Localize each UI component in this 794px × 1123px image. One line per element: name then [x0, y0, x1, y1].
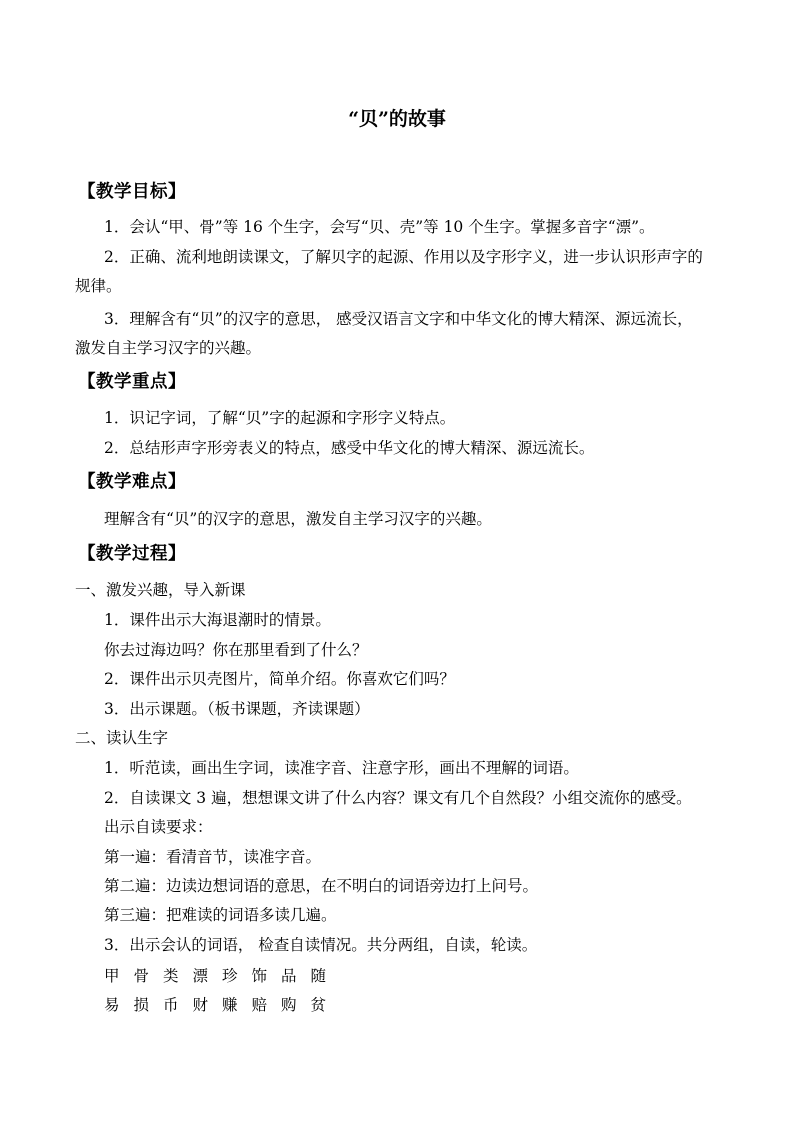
char: 甲 — [104, 967, 120, 985]
char: 随 — [310, 967, 327, 985]
process-item: 第一遍：看清音节，读准字音。 — [104, 848, 322, 866]
process-item: 2．课件出示贝壳图片，简单介绍。你喜欢它们吗？ — [104, 670, 455, 688]
char: 饰 — [251, 967, 268, 985]
char: 珍 — [222, 967, 238, 985]
goal-item-3: 3．理解含有“贝”的汉字的意思， 感受汉语言文字和中华文化的博大精深、源远流长， — [104, 310, 693, 328]
char: 漂 — [192, 967, 209, 985]
key-item-1: 1．识记字词，了解“贝”字的起源和字形字义特点。 — [104, 409, 456, 427]
section-heading-process: 【教学过程】 — [78, 544, 186, 564]
goal-item-2-cont: 规律。 — [75, 277, 122, 295]
char: 损 — [133, 996, 150, 1014]
section-heading-key: 【教学重点】 — [78, 372, 186, 392]
section-heading-goals: 【教学目标】 — [78, 182, 186, 202]
char: 购 — [281, 996, 297, 1014]
difficulty-item-1: 理解含有“贝”的汉字的意思，激发自主学习汉字的兴趣。 — [104, 510, 492, 528]
char: 币 — [163, 996, 179, 1014]
char-row-2 — [104, 993, 340, 1015]
char: 品 — [281, 967, 297, 985]
char: 贫 — [310, 996, 327, 1014]
char-row-1 — [104, 964, 340, 986]
key-item-2: 2．总结形声字形旁表义的特点，感受中华文化的博大精深、源远流长。 — [104, 439, 595, 457]
process-item: 第二遍：边读边想词语的意思，在不明白的词语旁边打上问号。 — [104, 877, 539, 895]
process-item: 1．课件出示大海退潮时的情景。 — [104, 611, 331, 629]
char: 易 — [104, 996, 120, 1014]
process-item: 3．出示课题。（板书课题，齐读课题） — [104, 700, 370, 718]
goal-item-3-cont: 激发自主学习汉字的兴趣。 — [75, 339, 262, 357]
process-item: 你去过海边吗？你在那里看到了什么？ — [104, 641, 368, 659]
char: 赔 — [251, 996, 268, 1014]
char: 骨 — [133, 967, 150, 985]
process-item: 出示自读要求： — [104, 818, 213, 836]
process-part-1-title: 一、激发兴趣，导入新课 — [75, 581, 246, 599]
process-part-2-title: 二、读认生字 — [75, 729, 169, 747]
char: 财 — [192, 996, 209, 1014]
process-item: 1．听范读，画出生字词，读准字音、注意字形，画出不理解的词语。 — [104, 759, 579, 777]
process-item: 第三遍：把难读的词语多读几遍。 — [104, 906, 337, 924]
section-heading-difficulty: 【教学难点】 — [78, 472, 186, 492]
goal-item-2: 2．正确、流利地朗读课文，了解贝字的起源、作用以及字形字义，进一步认识形声字的 — [104, 248, 703, 266]
char: 类 — [163, 967, 179, 985]
goal-item-1: 1．会认“甲、骨”等 16 个生字，会写“贝、壳”等 10 个生字。掌握多音字“漂”。 — [104, 218, 655, 236]
char: 赚 — [222, 996, 238, 1014]
process-item: 3．出示会认的词语， 检查自读情况。共分两组，自读，轮读。 — [104, 936, 538, 954]
document-title: “贝”的故事 — [348, 108, 446, 130]
process-item: 2．自读课文 3 遍，想想课文讲了什么内容？课文有几个自然段？小组交流你的感受。 — [104, 789, 692, 807]
